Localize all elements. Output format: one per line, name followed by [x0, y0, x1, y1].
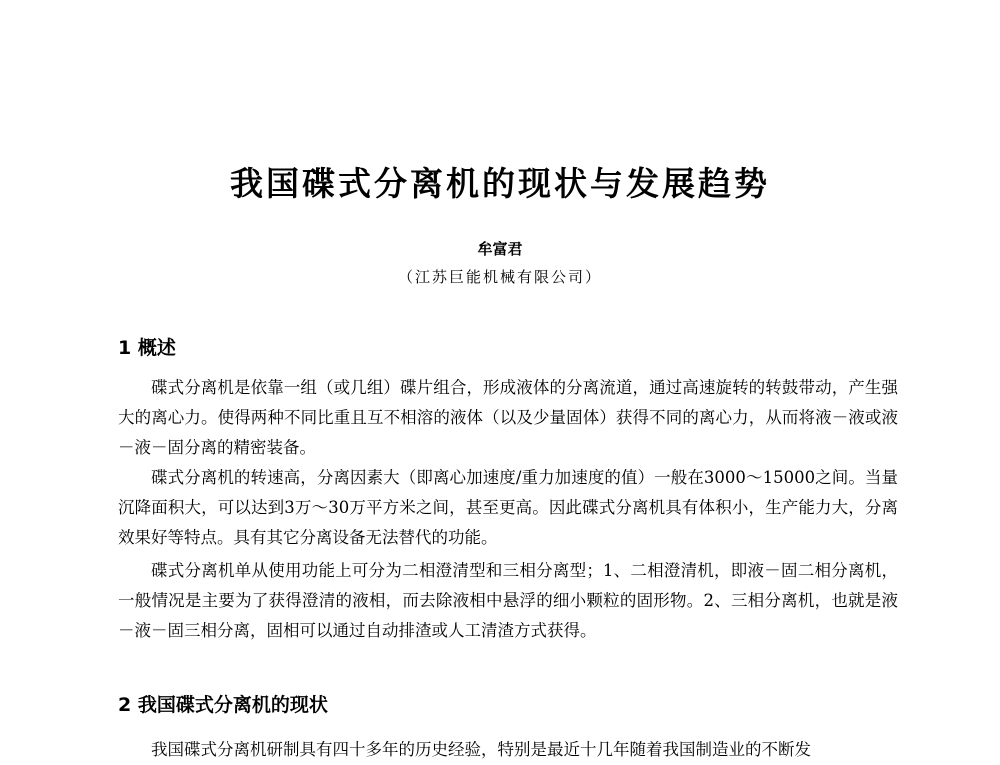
section-heading-overview: 1 概述 — [118, 337, 176, 359]
section-heading-status: 2 我国碟式分离机的现状 — [118, 694, 328, 716]
author-name: 牟富君 — [477, 240, 523, 258]
author-affiliation: （江苏巨能机械有限公司） — [397, 268, 602, 286]
paper-title: 我国碟式分离机的现状与发展趋势 — [230, 164, 770, 203]
paragraph-overview-definition: 碟式分离机是依靠一组（或几组）碟片组合，形成液体的分离流道，通过高速旋转的转鼓带动，产生强大的离心力。使得两种不同比重且互不相溶的液体（以及少量固体）获得不同的离心力，从而将液－液或液－液－固分离的精密装备。 — [118, 378, 898, 457]
paragraph-status-history: 我国碟式分离机研制具有四十多年的历史经验，特别是最近十几年随着我国制造业的不断发 — [151, 740, 811, 759]
paragraph-overview-types: 碟式分离机单从使用功能上可分为二相澄清型和三相分离型；1、二相澄清机，即液－固二相分离机，一般情况是主要为了获得澄清的液相，而去除液相中悬浮的细小颗粒的固形物。2、三相分离机，也就是液－液－固三相分离，固相可以通过自动排渣或人工清渣方式获得。 — [118, 561, 898, 640]
paragraph-overview-speed: 碟式分离机的转速高，分离因素大（即离心加速度/重力加速度的值）一般在3000～15000之间。当量沉降面积大，可以达到3万～30万平方米之间，甚至更高。因此碟式分离机具有体积小，生产能力大，分离效果好等特点。具有其它分离设备无法替代的功能。 — [118, 468, 898, 547]
